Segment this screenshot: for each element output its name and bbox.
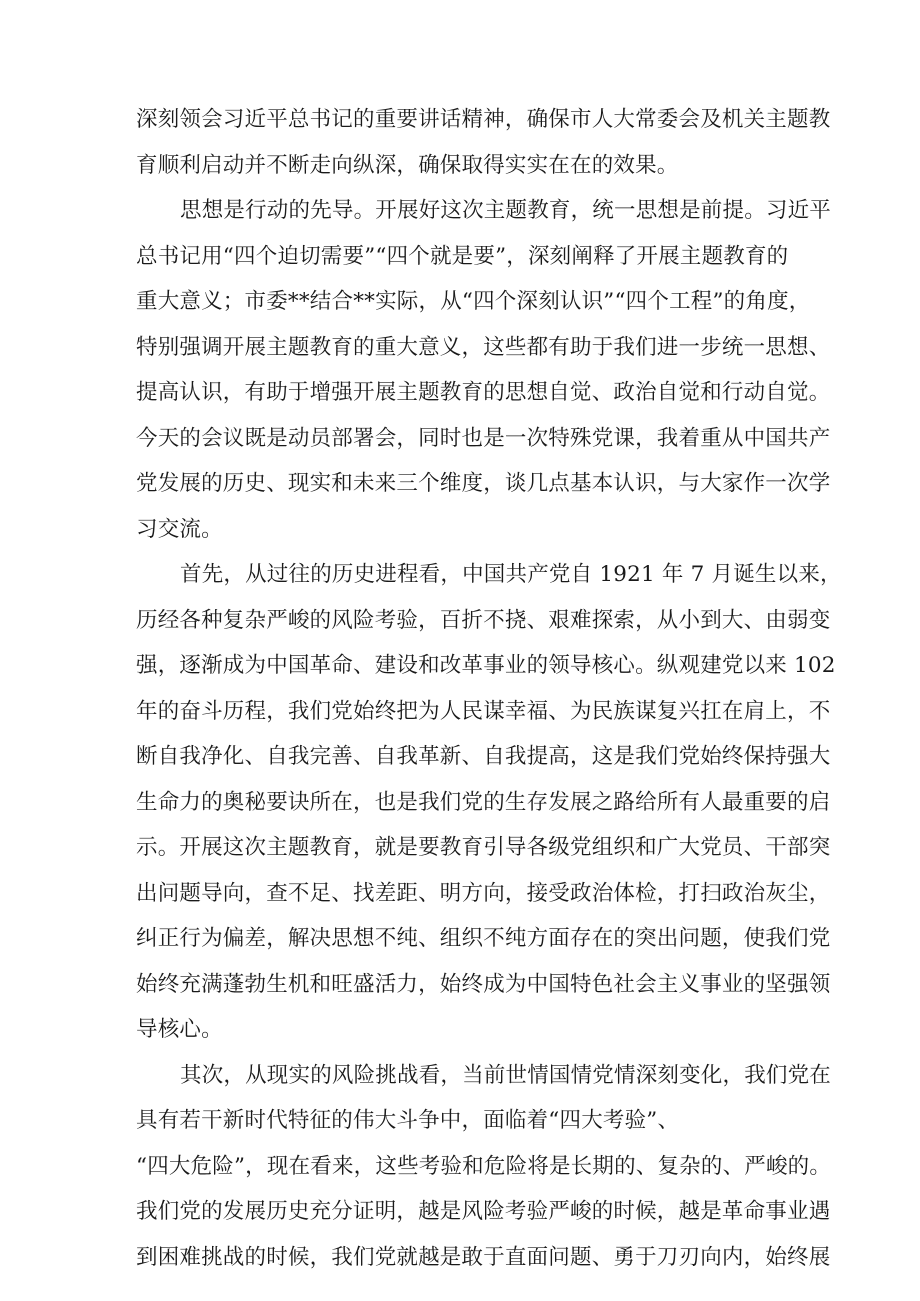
text-line: 提高认识，有助于增强开展主题教育的思想自觉、政治自觉和行动自觉。	[136, 380, 831, 405]
document-body	[136, 97, 842, 1280]
text-line: 重大意义；市委**结合**实际，从“四个深刻认识”“四个工程”的角度，	[136, 289, 811, 314]
text-line: 历经各种复杂严峻的风险考验，百折不挠、艰难探索，从小到大、由弱变	[136, 607, 831, 633]
text-line: 生命力的奥秘要诀所在，也是我们党的生存发展之路给所有人最重要的启	[136, 789, 831, 815]
text-line: 到困难挑战的时候，我们党就越是敢于直面问题、勇于刀刃向内，始终展	[136, 1244, 831, 1270]
text-line: 深刻领会习近平总书记的重要讲话精神，确保市人大常委会及机关主题教	[136, 107, 831, 132]
text-line: 强，逐渐成为中国革命、建设和改革事业的领导核心。纵观建党以来 102	[136, 653, 836, 678]
text-line: 出问题导向，查不足、找差距、明方向，接受政治体检，打扫政治灰尘，	[136, 880, 831, 906]
text-line: 特别强调开展主题教育的重大意义，这些都有助于我们进一步统一思想、	[136, 334, 831, 360]
text-line: 今天的会议既是动员部署会，同时也是一次特殊党课，我着重从中国共产	[136, 425, 831, 451]
text-line: 示。开展这次主题教育，就是要教育引导各级党组织和广大党员、干部突	[136, 835, 831, 860]
text-line: 年的奋斗历程，我们党始终把为人民谋幸福、为民族谋复兴扛在肩上，不	[136, 698, 831, 724]
text-line: 具有若干新时代特征的伟大斗争中，面临着“四大考验”、	[136, 1108, 680, 1133]
text-line: 始终充满蓬勃生机和旺盛活力，始终成为中国特色社会主义事业的坚强领	[136, 971, 831, 997]
text-line: 总书记用“四个迫切需要”“四个就是要”，深刻阐释了开展主题教育的	[136, 243, 789, 269]
text-line: “四大危险”，现在看来，这些考验和危险将是长期的、复杂的、严峻的。	[136, 1153, 832, 1179]
paragraph-start-line: 首先，从过往的历史进程看，中国共产党自 1921 年 7 月诞生以来，	[180, 562, 842, 587]
text-line: 党发展的历史、现实和未来三个维度，谈几点基本认识，与大家作一次学	[136, 471, 831, 496]
text-line: 习交流。	[136, 516, 223, 542]
paragraph-start-line: 思想是行动的先导。开展好这次主题教育，统一思想是前提。习近平	[180, 198, 832, 223]
text-line: 纠正行为偏差，解决思想不纯、组织不纯方面存在的突出问题，使我们党	[136, 926, 831, 951]
text-line: 断自我净化、自我完善、自我革新、自我提高，这是我们党始终保持强大	[136, 744, 831, 769]
text-line: 育顺利启动并不断走向纵深，确保取得实实在在的效果。	[136, 152, 679, 178]
text-line: 导核心。	[136, 1017, 223, 1042]
paragraph-start-line: 其次，从现实的风险挑战看，当前世情国情党情深刻变化，我们党在	[180, 1062, 832, 1088]
text-line: 我们党的发展历史充分证明，越是风险考验严峻的时候，越是革命事业遇	[136, 1199, 831, 1224]
